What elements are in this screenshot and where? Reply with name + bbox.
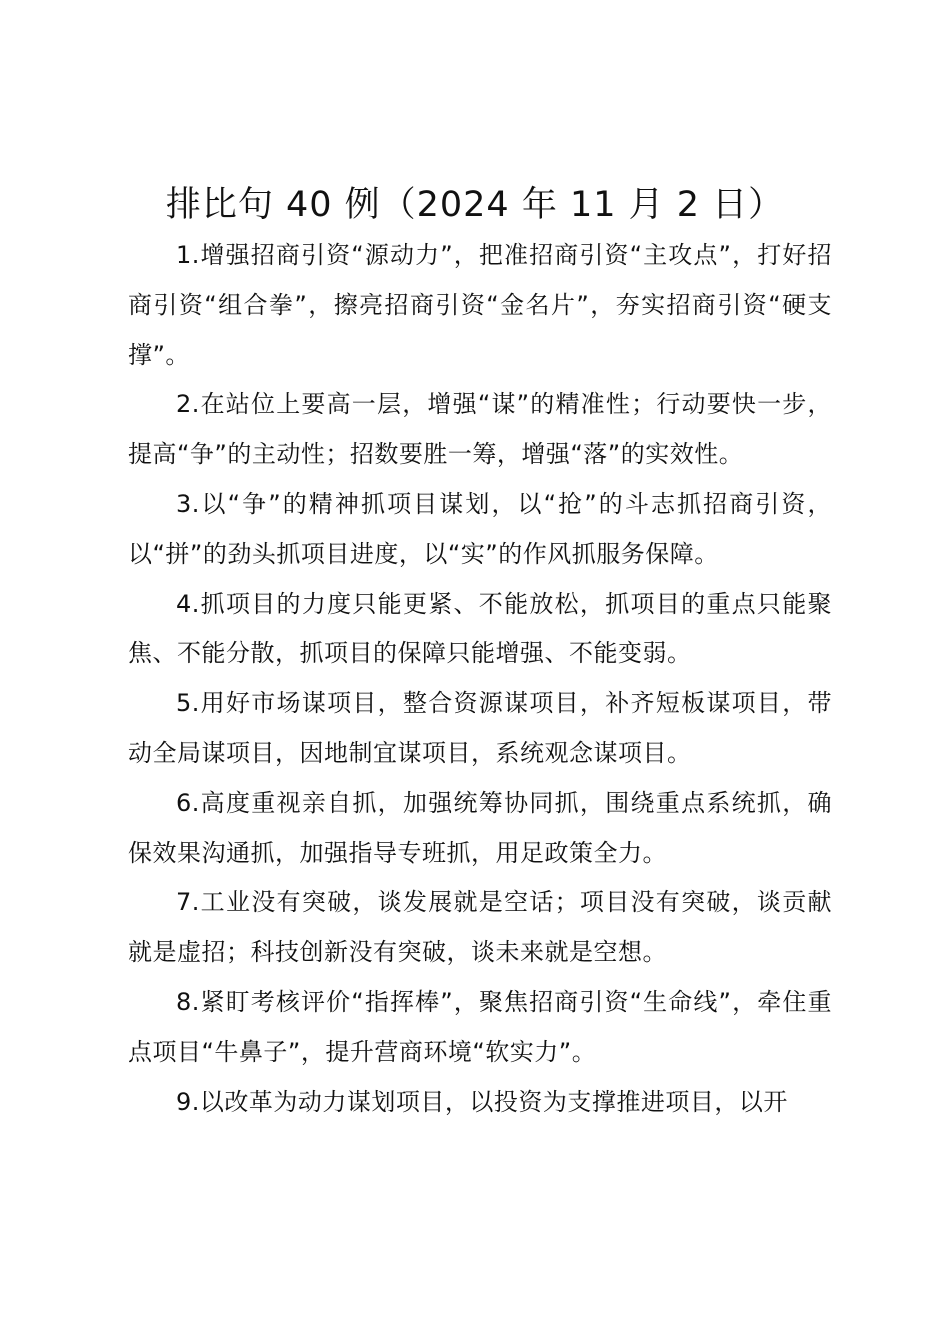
paragraph-6: 6.高度重视亲自抓，加强统筹协同抓，围绕重点系统抓，确保效果沟通抓，加强指导专班抓，用足政策全力。 [128,788,832,867]
paragraph-2: 2.在站位上要高一层，增强“谋”的精准性；行动要快一步，提高“争”的主动性；招数要胜一筹，增强“落”的实效性。 [128,390,832,469]
document-body [128,231,832,1127]
paragraph-7: 7.工业没有突破，谈发展就是空话；项目没有突破，谈贡献就是虚招；科技创新没有突破，谈未来就是空想。 [128,888,832,967]
paragraph-9: 9.以改革为动力谋划项目，以投资为支撑推进项目，以开 [176,1087,788,1116]
paragraph-1: 1.增强招商引资“源动力”，把准招商引资“主攻点”，打好招商引资“组合拳”，擦亮招商引资“金名片”，夯实招商引资“硬支撑”。 [128,241,832,369]
paragraph-8: 8.紧盯考核评价“指挥棒”，聚焦招商引资“生命线”，牵住重点项目“牛鼻子”，提升营商环境“软实力”。 [128,987,832,1066]
document-title: 排比句 40 例（2024 年 11 月 2 日） [165,185,785,225]
paragraph-5: 5.用好市场谋项目，整合资源谋项目，补齐短板谋项目，带动全局谋项目，因地制宜谋项目，系统观念谋项目。 [128,689,832,767]
paragraph-4: 4.抓项目的力度只能更紧、不能放松，抓项目的重点只能聚焦、不能分散，抓项目的保障只能增强、不能变弱。 [128,589,832,668]
paragraph-3: 3.以“争”的精神抓项目谋划，以“抢”的斗志抓招商引资，以“拼”的劲头抓项目进度，以“实”的作风抓服务保障。 [128,489,832,568]
